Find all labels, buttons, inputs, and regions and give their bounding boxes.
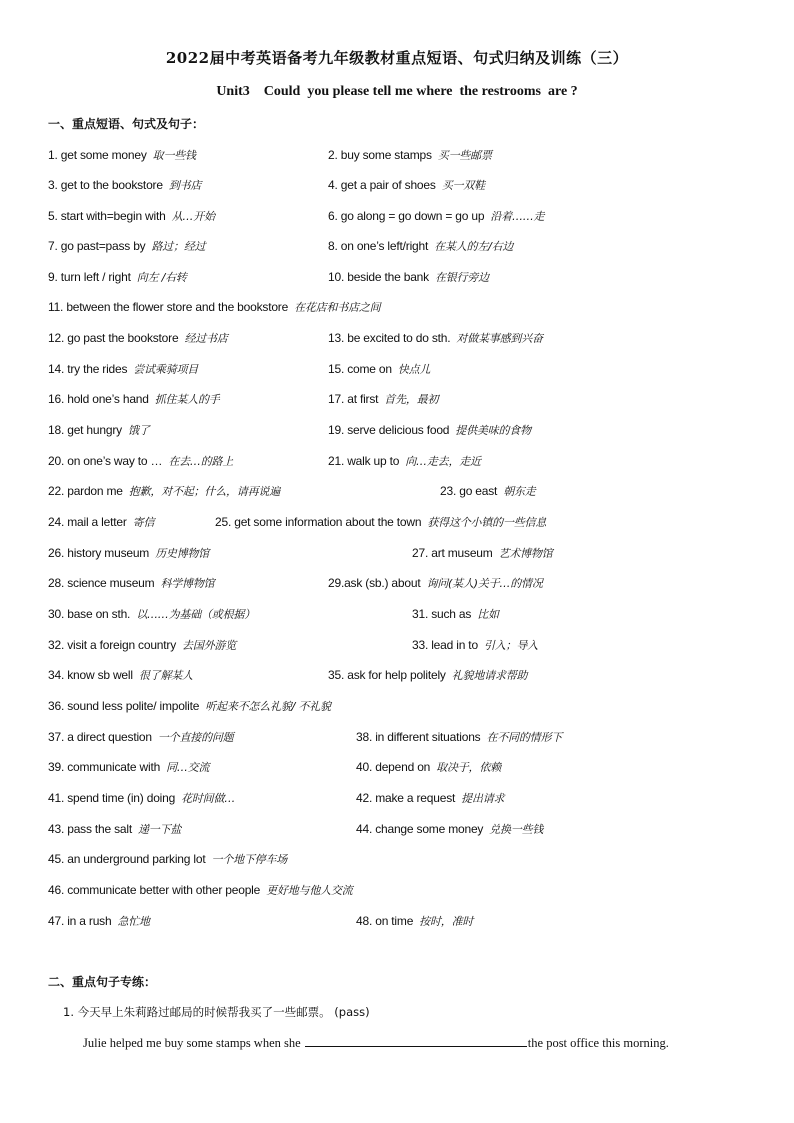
- phrase-chinese: 在不同的情形下: [486, 731, 563, 744]
- phrase-english: 35. ask for help politely: [328, 668, 446, 682]
- exercise-sentence-end: the post office this morning.: [527, 1036, 669, 1050]
- phrase-english: 3. get to the bookstore: [48, 178, 163, 192]
- phrase-english: 27. art museum: [412, 546, 493, 560]
- phrase-item: [356, 790, 504, 807]
- phrase-item: [440, 483, 536, 500]
- phrase-item: [328, 391, 438, 408]
- phrase-chinese: 提出请求: [461, 792, 505, 805]
- phrase-item: [328, 453, 481, 470]
- phrase-chinese: 更好地与他人交流: [266, 884, 353, 897]
- phrase-english: 25. get some information about the town: [215, 515, 422, 529]
- phrase-chinese: 科学博物馆: [160, 577, 215, 590]
- phrase-english: 31. such as: [412, 607, 472, 621]
- phrase-english: 40. depend on: [356, 760, 431, 774]
- phrase-item: [328, 361, 430, 378]
- phrase-english: 43. pass the salt: [48, 822, 132, 836]
- phrase-english: 6. go along = go down = go up: [328, 209, 485, 223]
- phrase-english: 32. visit a foreign country: [48, 638, 177, 652]
- phrase-item: [328, 422, 531, 439]
- phrase-english: 30. base on sth.: [48, 607, 131, 621]
- phrase-item: [48, 147, 196, 164]
- phrase-item: [328, 330, 543, 347]
- phrase-item: [48, 913, 150, 930]
- phrase-item: [48, 483, 280, 500]
- phrase-english: 23. go east: [440, 484, 498, 498]
- phrase-chinese: 花时间做…: [181, 792, 236, 805]
- answer-blank[interactable]: [305, 1034, 527, 1047]
- phrase-item: [48, 637, 236, 654]
- phrase-english: 11. between the flower store and the bookstore: [48, 300, 289, 314]
- phrase-item: [356, 913, 473, 930]
- phrase-item: [48, 821, 181, 838]
- phrase-item: [328, 667, 527, 684]
- phrase-chinese: 到书店: [168, 179, 202, 192]
- phrase-item: [328, 575, 543, 592]
- phrase-chinese: 从…开始: [171, 210, 215, 223]
- phrase-english: 13. be excited to do sth.: [328, 331, 451, 345]
- phrase-item: [48, 545, 209, 562]
- phrase-english: 18. get hungry: [48, 423, 122, 437]
- phrase-english: 22. pardon me: [48, 484, 123, 498]
- phrase-english: 4. get a pair of shoes: [328, 178, 436, 192]
- phrase-chinese: 抓住某人的手: [154, 393, 220, 406]
- phrase-item: [328, 238, 513, 255]
- phrase-chinese: 兑换一些钱: [489, 823, 544, 836]
- phrase-item: [215, 514, 546, 531]
- phrase-chinese: 对做某事感到兴奋: [456, 332, 543, 345]
- phrase-item: [356, 759, 501, 776]
- phrase-item: [48, 453, 233, 470]
- page-title: 2022届中考英语备考九年级教材重点短语、句式归纳及训练（三）: [165, 49, 629, 67]
- phrase-item: [48, 575, 214, 592]
- phrase-english: 38. in different situations: [356, 730, 481, 744]
- phrase-english: 29.ask (sb.) about: [328, 576, 421, 590]
- phrase-chinese: 很了解某人: [138, 669, 193, 682]
- phrase-english: 17. at first: [328, 392, 379, 406]
- phrase-chinese: 朝东走: [503, 485, 536, 498]
- phrase-english: 41. spend time (in) doing: [48, 791, 176, 805]
- phrase-item: [48, 759, 209, 776]
- phrase-chinese: 取一些钱: [152, 149, 196, 162]
- phrase-chinese: 提供美味的食物: [455, 424, 531, 437]
- phrase-chinese: 抱歉，对不起；什么，请再说遍: [128, 485, 280, 498]
- phrase-english: 45. an underground parking lot: [48, 852, 206, 866]
- phrase-chinese: 在花店和书店之间: [294, 301, 381, 314]
- phrase-english: 37. a direct question: [48, 730, 152, 744]
- phrase-chinese: 取决于，依赖: [436, 761, 501, 774]
- phrase-item: [48, 606, 255, 623]
- phrase-item: [48, 208, 215, 225]
- exercise-sentence-start: Julie helped me buy some stamps when she: [83, 1036, 301, 1050]
- phrase-english: 28. science museum: [48, 576, 155, 590]
- phrase-english: 7. go past=pass by: [48, 239, 146, 253]
- phrase-chinese: 买一些邮票: [437, 149, 492, 162]
- phrase-chinese: 向左 /右转: [136, 271, 187, 284]
- phrase-english: 16. hold one’s hand: [48, 392, 149, 406]
- phrase-item: [328, 177, 485, 194]
- phrase-item: [412, 545, 553, 562]
- phrase-item: [48, 422, 150, 439]
- phrase-item: [48, 177, 201, 194]
- phrase-item: [48, 238, 205, 255]
- phrase-english: 39. communicate with: [48, 760, 161, 774]
- phrase-chinese: 引入；导入: [483, 639, 538, 652]
- phrase-chinese: 快点儿: [397, 363, 431, 376]
- phrase-english: 24. mail a letter: [48, 515, 127, 529]
- phrase-item: [48, 882, 353, 899]
- phrase-item: [48, 361, 198, 378]
- phrase-chinese: 沿着……走: [490, 210, 545, 223]
- phrase-item: [412, 606, 499, 623]
- phrase-english: 1. get some money: [48, 148, 147, 162]
- phrase-english: 8. on one’s left/right: [328, 239, 429, 253]
- phrase-chinese: 在某人的左/右边: [434, 240, 514, 253]
- phrase-item: [356, 729, 562, 746]
- phrase-chinese: 艺术博物馆: [498, 547, 553, 560]
- phrase-english: 48. on time: [356, 914, 414, 928]
- phrase-item: [412, 637, 538, 654]
- phrase-english: 46. communicate better with other people: [48, 883, 261, 897]
- section-heading-phrases: 一、重点短语、句式及句子：: [48, 117, 205, 131]
- phrase-english: 2. buy some stamps: [328, 148, 432, 162]
- phrase-item: [48, 790, 235, 807]
- phrase-chinese: 尝试乘骑项目: [133, 363, 199, 376]
- phrase-item: [48, 299, 380, 316]
- phrase-chinese: 历史博物馆: [155, 547, 210, 560]
- phrase-chinese: 首先，最初: [384, 393, 439, 406]
- phrase-item: [328, 269, 489, 286]
- phrase-item: [48, 391, 220, 408]
- phrase-chinese: 同…交流: [166, 761, 210, 774]
- phrase-chinese: 买一双鞋: [441, 179, 485, 192]
- unit-subtitle: Unit3 Could you please tell me where the restrooms are ?: [216, 84, 578, 99]
- phrase-chinese: 饿了: [127, 424, 150, 437]
- phrase-english: 9. turn left / right: [48, 270, 131, 284]
- phrase-item: [48, 698, 331, 715]
- phrase-chinese: 以……为基础（或根据）: [136, 608, 256, 621]
- phrase-chinese: 按时，准时: [419, 915, 474, 928]
- phrase-chinese: 递一下盐: [138, 823, 182, 836]
- phrase-english: 5. start with=begin with: [48, 209, 166, 223]
- phrase-chinese: 急忙地: [117, 915, 150, 928]
- phrase-item: [356, 821, 543, 838]
- phrase-english: 15. come on: [328, 362, 392, 376]
- phrase-chinese: 经过书店: [184, 332, 228, 345]
- phrase-english: 21. walk up to: [328, 454, 400, 468]
- phrase-item: [48, 729, 233, 746]
- phrase-english: 14. try the rides: [48, 362, 128, 376]
- phrase-item: [48, 514, 154, 531]
- phrase-item: [328, 147, 492, 164]
- phrase-english: 47. in a rush: [48, 914, 112, 928]
- phrase-chinese: 路过；经过: [151, 240, 206, 253]
- phrase-english: 33. lead in to: [412, 638, 478, 652]
- section-heading-sentences: 二、重点句子专练：: [48, 975, 157, 989]
- phrase-english: 42. make a request: [356, 791, 456, 805]
- phrase-english: 36. sound less polite/ impolite: [48, 699, 200, 713]
- phrase-item: [48, 851, 287, 868]
- phrase-chinese: 比如: [477, 608, 499, 621]
- exercise-sentence: [83, 1034, 669, 1051]
- phrase-english: 44. change some money: [356, 822, 484, 836]
- phrase-chinese: 获得这个小镇的一些信息: [427, 516, 547, 529]
- phrase-english: 12. go past the bookstore: [48, 331, 179, 345]
- phrase-chinese: 寄信: [132, 516, 155, 529]
- phrase-chinese: 去国外游览: [182, 639, 237, 652]
- phrase-chinese: 听起来不怎么礼貌/ 不礼貌: [205, 700, 331, 713]
- phrase-english: 20. on one’s way to …: [48, 454, 163, 468]
- phrase-chinese: 询问(某人)关于…的情况: [426, 577, 543, 590]
- phrase-chinese: 礼貌地请求帮助: [451, 669, 528, 682]
- phrase-item: [328, 208, 544, 225]
- exercise-prompt: 1. 今天早上朱莉路过邮局的时候帮我买了一些邮票。 (pass): [63, 1005, 370, 1019]
- phrase-item: [48, 667, 193, 684]
- phrase-chinese: 在去…的路上: [168, 455, 234, 468]
- phrase-item: [48, 269, 187, 286]
- phrase-english: 26. history museum: [48, 546, 150, 560]
- phrase-chinese: 一个地下停车场: [211, 853, 288, 866]
- phrase-item: [48, 330, 228, 347]
- phrase-english: 19. serve delicious food: [328, 423, 450, 437]
- phrase-chinese: 一个直接的问题: [157, 731, 234, 744]
- phrase-english: 10. beside the bank: [328, 270, 429, 284]
- phrase-chinese: 向…走去，走近: [405, 455, 481, 468]
- phrase-english: 34. know sb well: [48, 668, 133, 682]
- phrase-chinese: 在银行旁边: [434, 271, 489, 284]
